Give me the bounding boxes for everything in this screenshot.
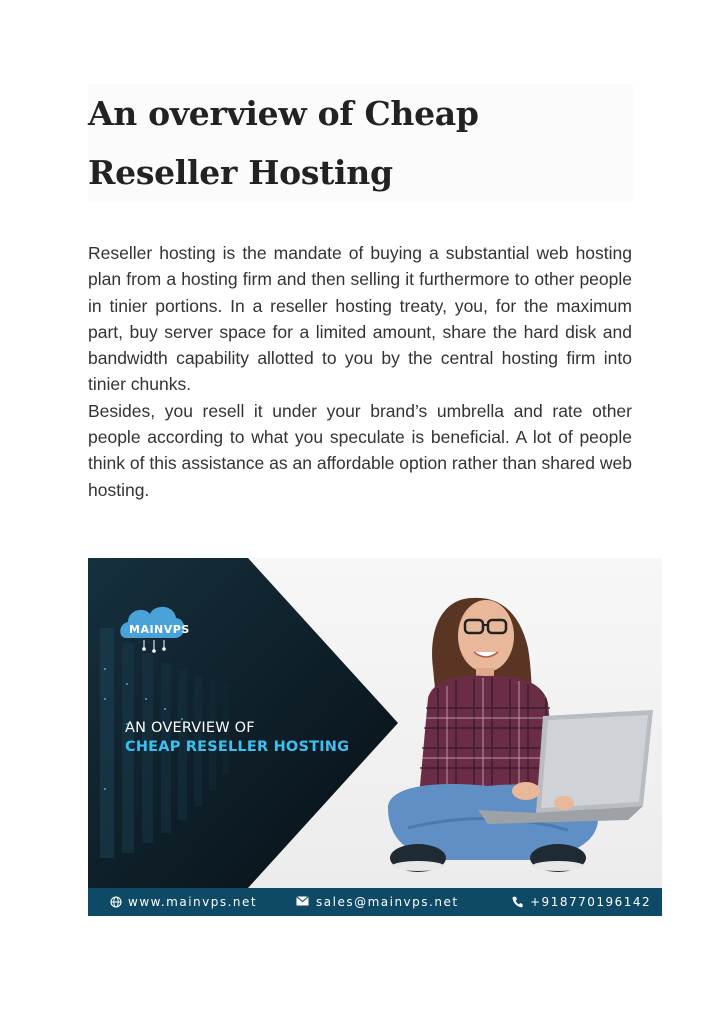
contact-strip xyxy=(88,888,662,916)
website-text: www.mainvps.net xyxy=(128,895,258,909)
email-text: sales@mainvps.net xyxy=(316,895,459,909)
logo-text: MAINVPS xyxy=(129,623,190,636)
page-title: An overview of Cheap Reseller Hosting xyxy=(88,94,479,192)
paragraph-intro: Reseller hosting is the mandate of buying a substantial web hosting plan from a hosting firm and then selling it furthermore to other people in tinier portions. In a reseller hosting treaty, you, for the maximum part, buy server space for a limited amount, share the hard disk and bandwidth capability allotted to you by the central hosting firm into tinier chunks. xyxy=(88,243,632,395)
banner-headline-line1: AN OVERVIEW OF xyxy=(125,720,255,736)
phone-icon xyxy=(512,896,523,908)
banner-headline-line2: CHEAP RESELLER HOSTING xyxy=(125,739,350,755)
globe-icon xyxy=(110,896,122,908)
mail-icon xyxy=(296,896,309,906)
heading-block xyxy=(88,84,633,202)
hosting-banner-image xyxy=(88,558,662,916)
phone-text: +918770196142 xyxy=(530,895,652,909)
paragraph-resell: Besides, you resell it under your brand’s umbrella and rate other people according to what you speculate is beneficial. A lot of people think of this assistance as an affordable option rather than shared web hosting. xyxy=(88,400,632,500)
article-body xyxy=(88,240,632,503)
